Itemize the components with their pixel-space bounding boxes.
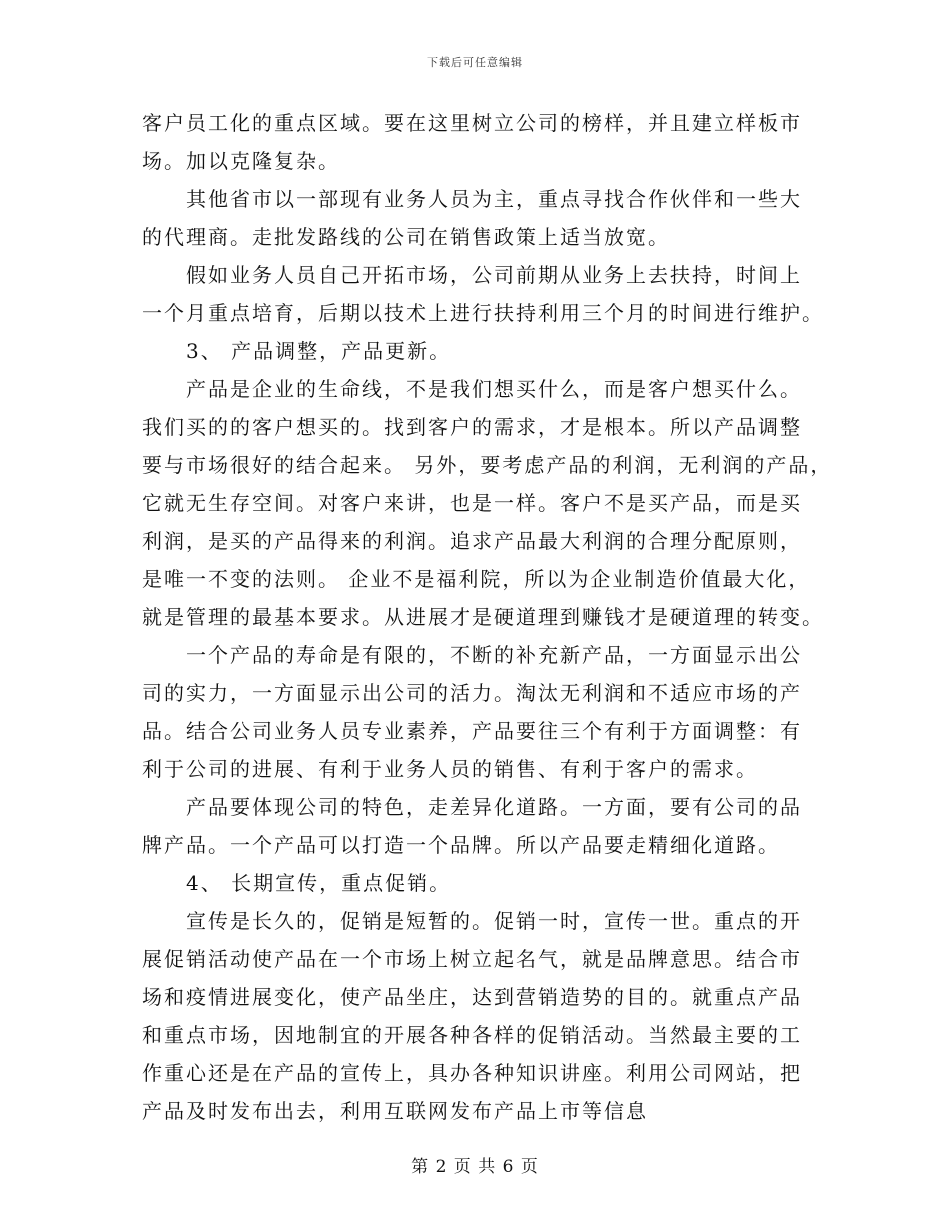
- document-body: [142, 104, 833, 1130]
- text-line: 和重点市场，因地制宜的开展各种各样的促销活动。当然最主要的工: [142, 1023, 802, 1047]
- paragraph-start-line: 宣传是长久的，促销是短暂的。促销一时，宣传一世。重点的开: [186, 909, 802, 933]
- paragraph-start-line: 产品要体现公司的特色，走差异化道路。一方面，要有公司的品: [186, 795, 802, 819]
- text-line: 产品及时发布出去，利用互联网发布产品上市等信息: [142, 1099, 648, 1123]
- text-line: 要与市场很好的结合起来。 另外，要考虑产品的利润，无利润的产品，: [142, 453, 833, 477]
- paragraph-start-line: 其他省市以一部现有业务人员为主，重点寻找合作伙伴和一些大: [186, 187, 802, 211]
- text-line: 它就无生存空间。对客户来讲，也是一样。客户不是买产品，而是买: [142, 491, 802, 515]
- text-line: 利于公司的进展、有利于业务人员的销售、有利于客户的需求。: [142, 757, 758, 781]
- section-heading-3: 3、 产品调整，产品更新。: [186, 339, 452, 363]
- text-line: 的代理商。走批发路线的公司在销售政策上适当放宽。: [142, 225, 670, 249]
- paragraph-start-line: 一个产品的寿命是有限的，不断的补充新产品，一方面显示出公: [186, 643, 802, 667]
- text-line: 场和疫情进展变化，使产品坐庄，达到营销造势的目的。就重点产品: [142, 985, 802, 1009]
- text-line: 利润，是买的产品得来的利润。追求产品最大利润的合理分配原则，: [142, 529, 802, 553]
- text-line: 展促销活动使产品在一个市场上树立起名气，就是品牌意思。结合市: [142, 947, 802, 971]
- text-line: 品。结合公司业务人员专业素养，产品要往三个有利于方面调整：有: [142, 719, 802, 743]
- text-line: 就是管理的最基本要求。从进展才是硬道理到赚钱才是硬道理的转变。: [142, 605, 824, 629]
- text-line: 场。加以克隆复杂。: [142, 149, 340, 173]
- page-number: 第 2 页 共 6 页: [411, 1157, 539, 1177]
- text-line: 一个月重点培育，后期以技术上进行扶持利用三个月的时间进行维护。: [142, 301, 824, 325]
- text-line: 作重心还是在产品的宣传上，具办各种知识讲座。利用公司网站，把: [142, 1061, 802, 1085]
- paragraph-start-line: 假如业务人员自己开拓市场，公司前期从业务上去扶持，时间上: [186, 263, 802, 287]
- text-line: 是唯一不变的法则。 企业不是福利院，所以为企业制造价值最大化，: [142, 567, 811, 591]
- page-header-note: 下载后可任意编辑: [427, 56, 523, 69]
- text-line: 司的实力，一方面显示出公司的活力。淘汰无利润和不适应市场的产: [142, 681, 802, 705]
- text-line: 牌产品。一个产品可以打造一个品牌。所以产品要走精细化道路。: [142, 833, 780, 857]
- text-line: 客户员工化的重点区域。要在这里树立公司的榜样，并且建立样板市: [142, 111, 802, 135]
- text-line: 我们买的的客户想买的。找到客户的需求，才是根本。所以产品调整: [142, 415, 802, 439]
- section-heading-4: 4、 长期宣传，重点促销。: [186, 871, 452, 895]
- paragraph-start-line: 产品是企业的生命线，不是我们想买什么，而是客户想买什么。: [186, 377, 802, 401]
